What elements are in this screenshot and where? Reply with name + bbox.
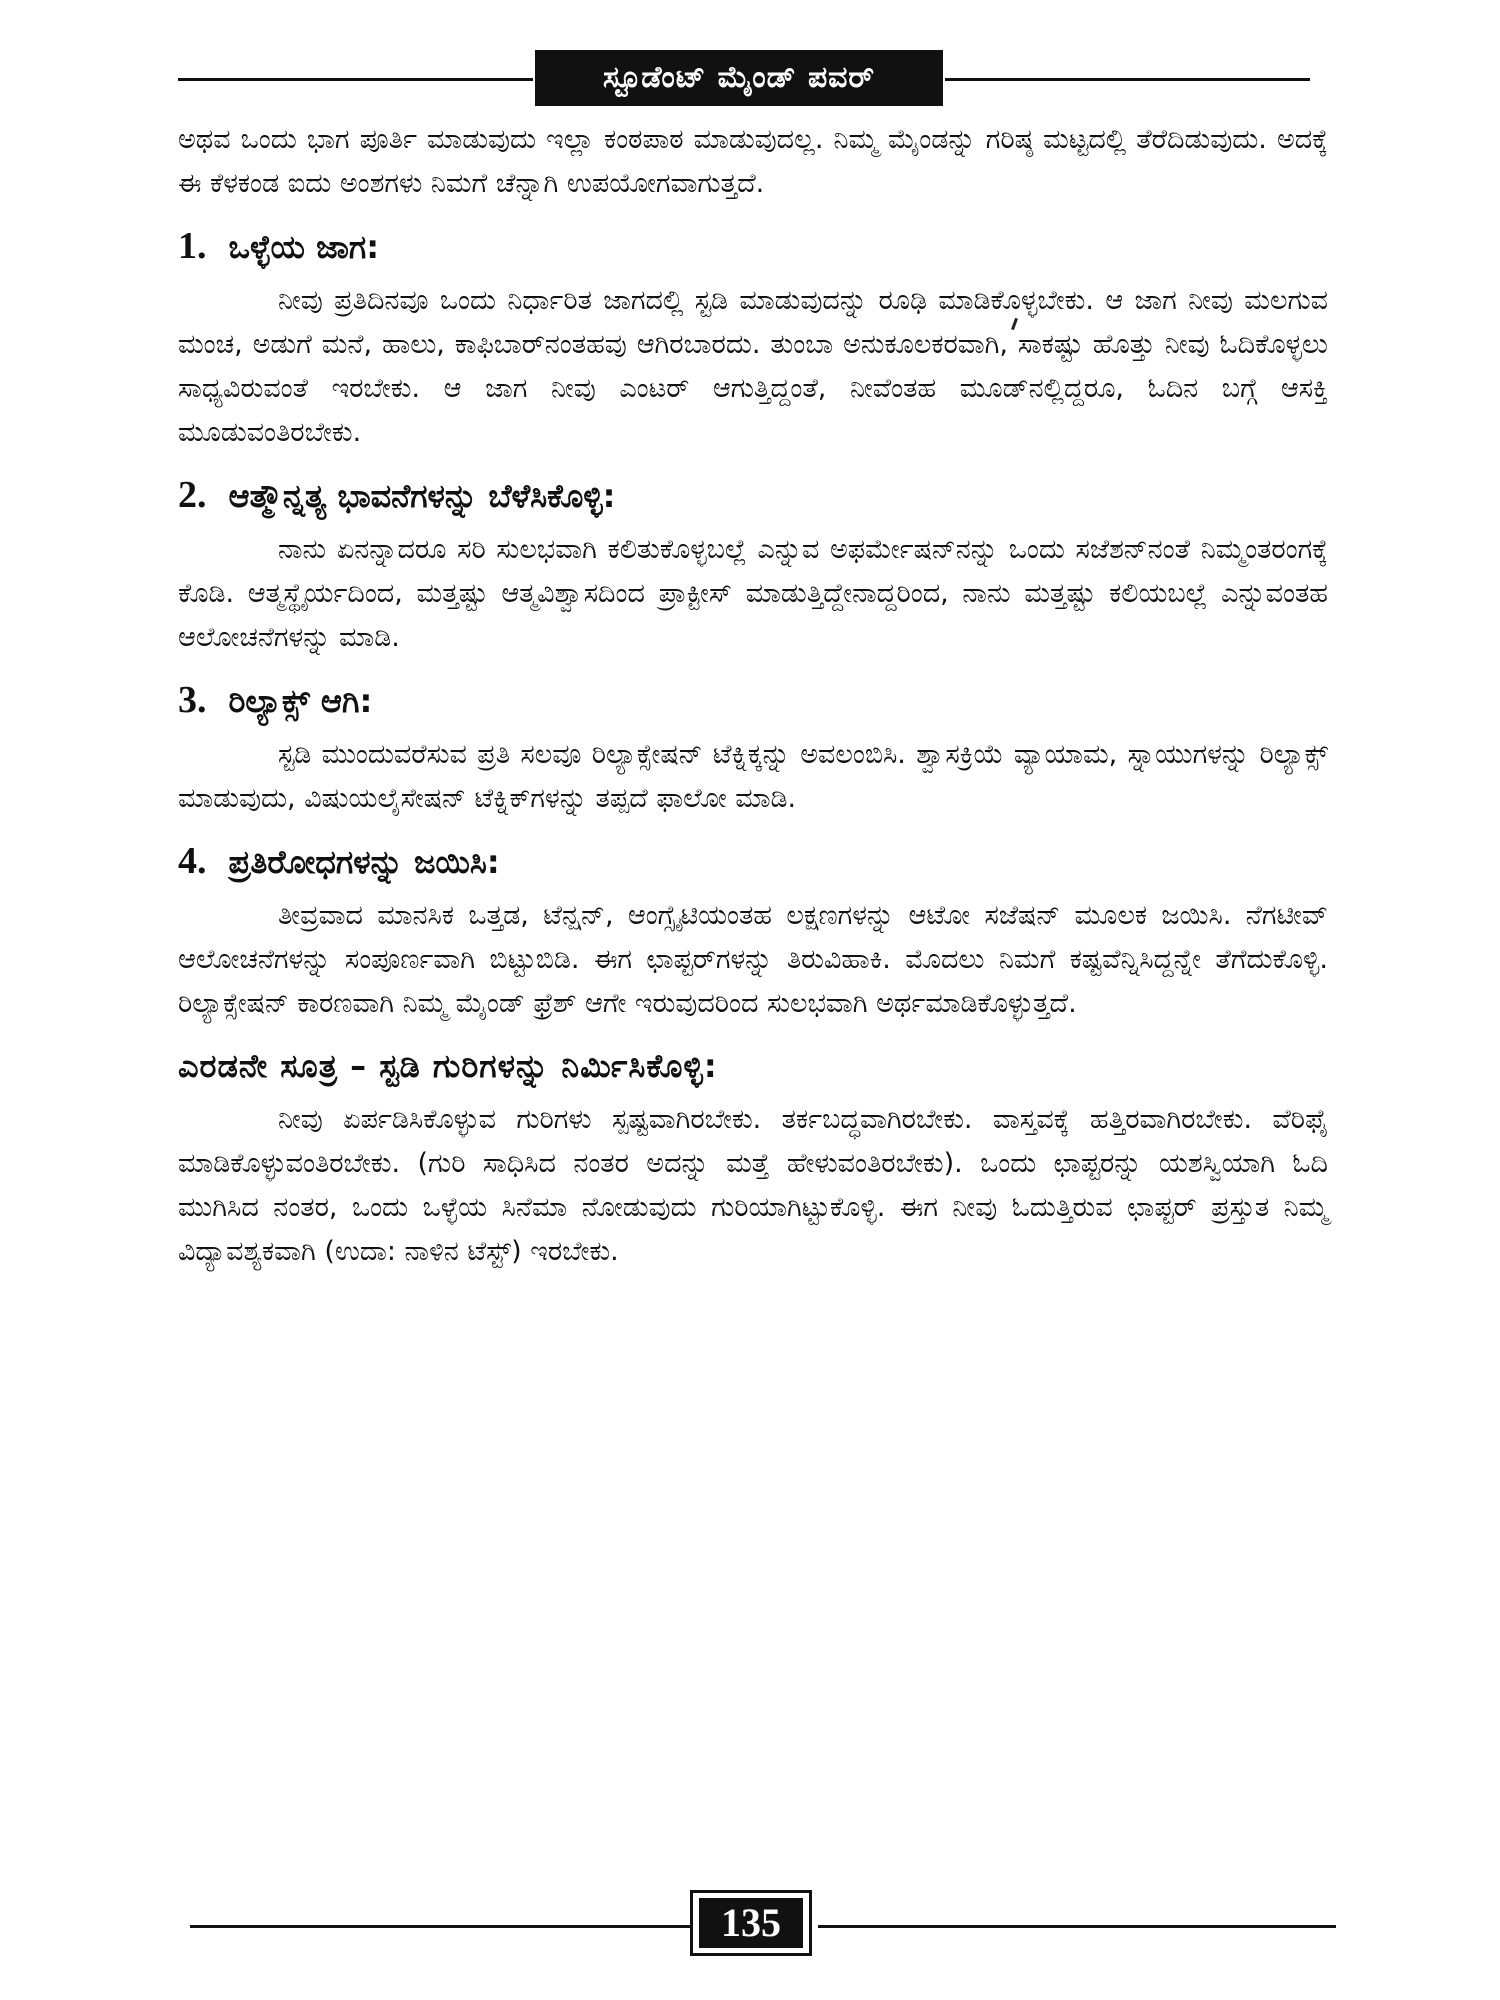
- section-title: ಆತ್ಮೌನ್ನತ್ಯ ಭಾವನೆಗಳನ್ನು ಬೆಳೆಸಿಕೊಳ್ಳಿ:: [228, 477, 616, 515]
- section-title: ರಿಲ್ಯಾಕ್ಸ್ ಆಗಿ:: [228, 682, 373, 720]
- header-rule-left: [178, 78, 533, 81]
- section-heading-3: [178, 676, 1328, 725]
- intro-paragraph: ಅಥವ ಒಂದು ಭಾಗ ಪೂರ್ತಿ ಮಾಡುವುದು ಇಲ್ಲಾ ಕಂಠಪಾಠ ಮಾಡುವುದಲ್ಲ. ನಿಮ್ಮ ಮೈಂಡನ್ನು ಗರಿಷ್ಠ ಮಟ್ಟದಲ್ಲಿ ತೆರೆದಿಡುವುದು. ಅದಕ್ಕೆ ಈ ಕೆಳಕಂಡ ಐದು ಅಂಶಗಳು ನಿಮಗೆ ಚೆನ್ನಾಗಿ ಉಪಯೋಗವಾಗುತ್ತದೆ.: [178, 124, 1328, 199]
- section-heading-2: [178, 471, 1328, 520]
- footer-rule-left: [190, 1925, 690, 1928]
- section-body-1: ನೀವು ಪ್ರತಿದಿನವೂ ಒಂದು ನಿರ್ಧಾರಿತ ಜಾಗದಲ್ಲಿ ಸ್ಟಡಿ ಮಾಡುವುದನ್ನು ರೂಢಿ ಮಾಡಿಕೊಳ್ಳಬೇಕು. ಆ ಜಾಗ ನೀವು ಮಲಗುವ ಮಂಚ, ಅಡುಗೆ ಮನೆ, ಹಾಲು, ಕಾಫಿಬಾರ್‌ನಂತಹವು ಆಗಿರಬಾರದು. ತುಂಬಾ ಅನುಕೂಲಕರವಾಗಿ, ಸಾಕಷ್ಟು ಹೊತ್ತು ನೀವು ಓದಿಕೊಳ್ಳಲು ಸಾಧ್ಯವಿರುವಂತೆ ಇರಬೇಕು. ಆ ಜಾಗ ನೀವು ಎಂಟರ್ ಆಗುತ್ತಿದ್ದಂತೆ, ನೀವೆಂತಹ ಮೂಡ್‌ನಲ್ಲಿದ್ದರೂ, ಓದಿನ ಬಗ್ಗೆ ಆಸಕ್ತಿ ಮೂಡುವಂತಿರಬೇಕು.: [178, 285, 1328, 448]
- section-body-3: ಸ್ಟಡಿ ಮುಂದುವರೆಸುವ ಪ್ರತಿ ಸಲವೂ ರಿಲ್ಯಾಕ್ಸೇಷನ್ ಟೆಕ್ನಿಕ್ಕನ್ನು ಅವಲಂಬಿಸಿ. ಶ್ವಾಸಕ್ರಿಯೆ ವ್ಯಾಯಾಮ, ಸ್ನಾಯುಗಳನ್ನು ರಿಲ್ಯಾಕ್ಸ್ ಮಾಡುವುದು, ವಿಷುಯಲೈಸೇಷನ್ ಟೆಕ್ನಿಕ್‌ಗಳನ್ನು ತಪ್ಪದೆ ಫಾಲೋ ಮಾಡಿ.: [178, 739, 1328, 814]
- footer-rule-right: [818, 1925, 1336, 1928]
- page-number: 135: [699, 1898, 803, 1948]
- section-title: ಪ್ರತಿರೋಧಗಳನ್ನು ಜಯಿಸಿ:: [228, 843, 500, 881]
- section-title: ಒಳ್ಳೆಯ ಜಾಗ:: [228, 228, 379, 266]
- second-sutra-body: ನೀವು ಏರ್ಪಡಿಸಿಕೊಳ್ಳುವ ಗುರಿಗಳು ಸ್ಪಷ್ಟವಾಗಿರಬೇಕು. ತರ್ಕಬದ್ಧವಾಗಿರಬೇಕು. ವಾಸ್ತವಕ್ಕೆ ಹತ್ತಿರವಾಗಿರಬೇಕು. ವೆರಿಫೈ ಮಾಡಿಕೊಳ್ಳುವಂತಿರಬೇಕು. (ಗುರಿ ಸಾಧಿಸಿದ ನಂತರ ಅದನ್ನು ಮತ್ತೆ ಹೇಳುವಂತಿರಬೇಕು). ಒಂದು ಛಾಪ್ಟರನ್ನು ಯಶಸ್ವಿಯಾಗಿ ಓದಿ ಮುಗಿಸಿದ ನಂತರ, ಒಂದು ಒಳ್ಳೆಯ ಸಿನೆಮಾ ನೋಡುವುದು ಗುರಿಯಾಗಿಟ್ಟುಕೊಳ್ಳಿ. ಈಗ ನೀವು ಓದುತ್ತಿರುವ ಛಾಪ್ಟರ್ ಪ್ರಸ್ತುತ ನಿಮ್ಮ ವಿದ್ಯಾವಶ್ಯಕವಾಗಿ (ಉದಾ: ನಾಳಿನ ಟೆಸ್ಟ್) ಇರಬೇಕು.: [178, 1104, 1328, 1267]
- section-number: 3.: [178, 679, 207, 721]
- section-heading-4: [178, 837, 1328, 886]
- page-body: [178, 118, 1328, 1274]
- section-number: 4.: [178, 840, 207, 882]
- header-rule-right: [945, 78, 1310, 81]
- section-body-2: ನಾನು ಏನನ್ನಾದರೂ ಸರಿ ಸುಲಭವಾಗಿ ಕಲಿತುಕೊಳ್ಳಬಲ್ಲೆ ಎನ್ನುವ ಅಫರ್ಮೇಷನ್‌ನನ್ನು ಒಂದು ಸಜೆಶನ್‌ನಂತೆ ನಿಮ್ಮಂತರಂಗಕ್ಕೆ ಕೊಡಿ. ಆತ್ಮಸ್ಥೈರ್ಯದಿಂದ, ಮತ್ತಷ್ಟು ಆತ್ಮವಿಶ್ವಾಸದಿಂದ ಪ್ರಾಕ್ಟೀಸ್ ಮಾಡುತ್ತಿದ್ದೇನಾದ್ದರಿಂದ, ನಾನು ಮತ್ತಷ್ಟು ಕಲಿಯಬಲ್ಲೆ ಎನ್ನುವಂತಹ ಆಲೋಚನೆಗಳನ್ನು ಮಾಡಿ.: [178, 534, 1328, 653]
- section-number: 1.: [178, 225, 207, 267]
- running-header-title: ಸ್ಟೂಡೆಂಟ್ ಮೈಂಡ್ ಪವರ್: [535, 50, 943, 106]
- section-heading-1: [178, 222, 1328, 271]
- second-sutra-heading: ಎರಡನೇ ಸೂತ್ರ – ಸ್ಟಡಿ ಗುರಿಗಳನ್ನು ನಿರ್ಮಿಸಿಕೊಳ್ಳಿ:: [178, 1047, 718, 1085]
- page-number-box: [690, 1890, 812, 1956]
- section-body-4: ತೀವ್ರವಾದ ಮಾನಸಿಕ ಒತ್ತಡ, ಟೆನ್ಷನ್, ಆಂಗ್ಸೈಟಿಯಂತಹ ಲಕ್ಷಣಗಳನ್ನು ಆಟೋ ಸಜೆಷನ್ ಮೂಲಕ ಜಯಿಸಿ. ನೆಗಟೀವ್ ಆಲೋಚನೆಗಳನ್ನು ಸಂಪೂರ್ಣವಾಗಿ ಬಿಟ್ಟುಬಿಡಿ. ಈಗ ಛಾಪ್ಟರ್‌ಗಳನ್ನು ತಿರುವಿಹಾಕಿ. ಮೊದಲು ನಿಮಗೆ ಕಷ್ಟವೆನ್ನಿಸಿದ್ದನ್ನೇ ತೆಗೆದುಕೊಳ್ಳಿ. ರಿಲ್ಯಾಕ್ಸೇಷನ್ ಕಾರಣವಾಗಿ ನಿಮ್ಮ ಮೈಂಡ್ ಫ್ರೆಶ್ ಆಗೇ ಇರುವುದರಿಂದ ಸುಲಭವಾಗಿ ಅರ್ಥಮಾಡಿಕೊಳ್ಳುತ್ತದೆ.: [178, 900, 1328, 1019]
- section-number: 2.: [178, 474, 207, 516]
